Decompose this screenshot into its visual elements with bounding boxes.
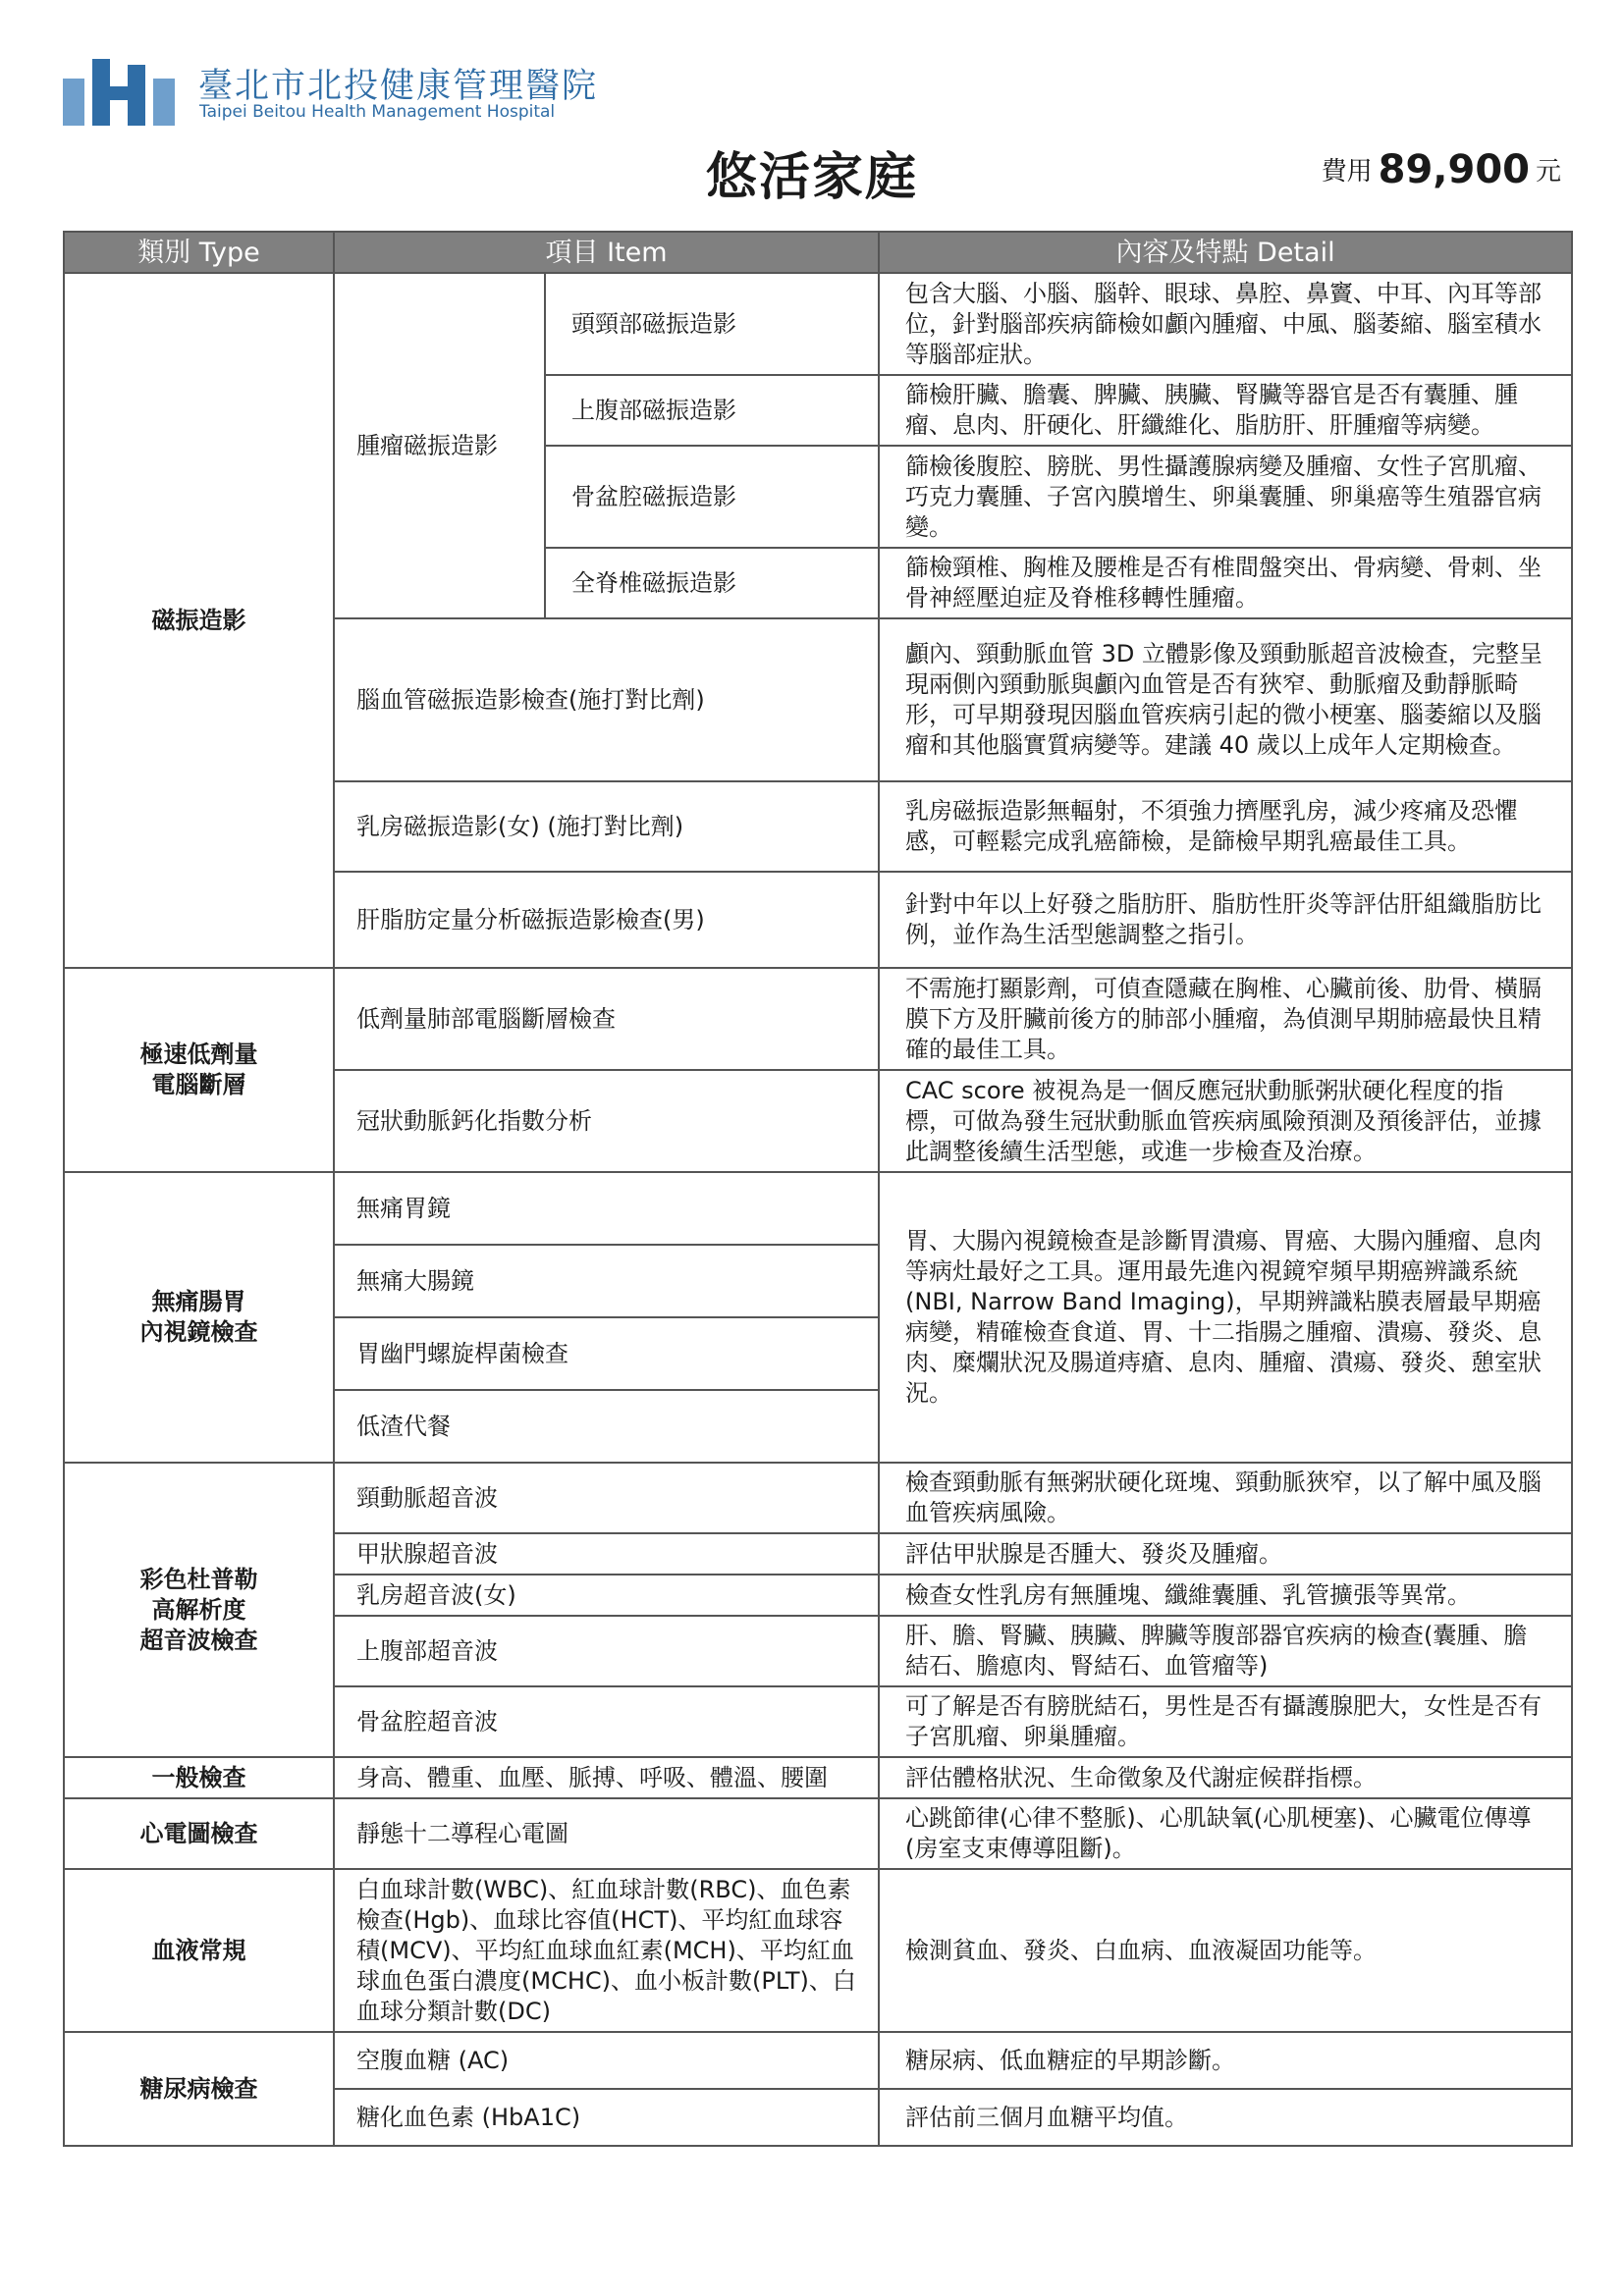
item-thyroid-us: 甲狀腺超音波 [334, 1533, 879, 1575]
table-row [64, 1798, 1572, 1869]
item-breast-us: 乳房超音波(女) [334, 1575, 879, 1616]
item-spine-mri: 全脊椎磁振造影 [545, 548, 879, 618]
detail-thyroid-us: 評估甲狀腺是否腫大、發炎及腫瘤。 [879, 1533, 1572, 1575]
item-cac: 冠狀動脈鈣化指數分析 [334, 1070, 879, 1172]
header-type: 類別 Type [64, 232, 334, 273]
header-detail: 內容及特點 Detail [879, 232, 1572, 273]
package-fee [1322, 147, 1561, 192]
item-colonoscopy: 無痛大腸鏡 [334, 1245, 879, 1317]
item-liver-fat-mri: 肝脂肪定量分析磁振造影檢查(男) [334, 872, 879, 968]
detail-cac: CAC score 被視為是一個反應冠狀動脈粥狀硬化程度的指標，可做為發生冠狀動脈血管疾病風險預測及預後評估，並據此調整後續生活型態，或進一步檢查及治療。 [879, 1070, 1572, 1172]
item-low-residue-meal: 低渣代餐 [334, 1390, 879, 1463]
detail-liver-fat-mri: 針對中年以上好發之脂肪肝、脂肪性肝炎等評估肝組織脂肪比例，並作為生活型態調整之指引。 [879, 872, 1572, 968]
detail-breast-mri: 乳房磁振造影無輻射，不須強力擠壓乳房，減少疼痛及恐懼感，可輕鬆完成乳癌篩檢，是篩檢早期乳癌最佳工具。 [879, 781, 1572, 872]
item-lung-ct: 低劑量肺部電腦斷層檢查 [334, 968, 879, 1070]
fee-amount: 89,900 [1378, 147, 1530, 192]
detail-lung-ct: 不需施打顯影劑，可偵查隱藏在胸椎、心臟前後、肋骨、橫膈膜下方及肝臟前後方的肺部小腫瘤，為偵測早期肺癌最快且精確的最佳工具。 [879, 968, 1572, 1070]
category-blood: 血液常規 [64, 1869, 334, 2032]
category-ct-line1: 極速低劑量 [139, 1041, 258, 1068]
detail-blood: 檢測貧血、發炎、白血病、血液凝固功能等。 [879, 1869, 1572, 2032]
detail-carotid-us: 檢查頸動脈有無粥狀硬化斑塊、頸動脈狹窄，以了解中風及腦血管疾病風險。 [879, 1463, 1572, 1533]
table-row [64, 1869, 1572, 2032]
category-ct [64, 968, 334, 1172]
package-title: 悠活家庭 [705, 148, 918, 207]
table-row [64, 968, 1572, 1070]
detail-upper-abd-mri: 篩檢肝臟、膽囊、脾臟、胰臟、腎臟等器官是否有囊腫、腫瘤、息肉、肝硬化、肝纖維化、脂肪肝、肝腫瘤等病變。 [879, 375, 1572, 446]
checkup-items-table [63, 231, 1573, 2147]
category-ct-line2: 電腦斷層 [151, 1071, 246, 1098]
table-row [64, 1463, 1572, 1533]
item-h-pylori: 胃幽門螺旋桿菌檢查 [334, 1317, 879, 1390]
hospital-logo-icon [63, 59, 183, 126]
table-row [64, 1172, 1572, 1245]
table-header-row [64, 232, 1572, 273]
hospital-name-en: Taipei Beitou Health Management Hospital [199, 102, 556, 122]
item-head-mri: 頭頸部磁振造影 [545, 273, 879, 375]
item-general: 身高、體重、血壓、脈搏、呼吸、體溫、腰圍 [334, 1757, 879, 1798]
detail-breast-us: 檢查女性乳房有無腫塊、纖維囊腫、乳管擴張等異常。 [879, 1575, 1572, 1616]
detail-ecg: 心跳節律(心律不整脈)、心肌缺氧(心肌梗塞)、心臟電位傳導(房室支束傳導阻斷)。 [879, 1798, 1572, 1869]
detail-pelvis-us: 可了解是否有膀胱結石，男性是否有攝護腺肥大，女性是否有子宮肌瘤、卵巢腫瘤。 [879, 1686, 1572, 1757]
item-pelvis-mri: 骨盆腔磁振造影 [545, 446, 879, 548]
item-hba1c: 糖化血色素 (HbA1C) [334, 2089, 879, 2146]
category-ecg: 心電圖檢查 [64, 1798, 334, 1869]
category-endoscopy-line2: 內視鏡檢查 [139, 1318, 258, 1346]
fee-unit: 元 [1535, 157, 1561, 187]
item-brain-vessel-mri: 腦血管磁振造影檢查(施打對比劑) [334, 618, 879, 781]
detail-head-mri: 包含大腦、小腦、腦幹、眼球、鼻腔、鼻竇、中耳、內耳等部位，針對腦部疾病篩檢如顱內腫瘤、中風、腦萎縮、腦室積水等腦部症狀。 [879, 273, 1572, 375]
detail-fasting-glucose: 糖尿病、低血糖症的早期診斷。 [879, 2032, 1572, 2089]
item-upper-abd-mri: 上腹部磁振造影 [545, 375, 879, 446]
item-carotid-us: 頸動脈超音波 [334, 1463, 879, 1533]
hospital-name-cn: 臺北市北投健康管理醫院 [198, 67, 599, 106]
category-endoscopy-line1: 無痛腸胃 [151, 1288, 246, 1315]
item-pelvis-us: 骨盆腔超音波 [334, 1686, 879, 1757]
table-row [64, 2032, 1572, 2089]
detail-brain-vessel-mri: 顱內、頸動脈血管 3D 立體影像及頸動脈超音波檢查，完整呈現兩側內頸動脈與顱內血管是否有狹窄、動脈瘤及動靜脈畸形，可早期發現因腦血管疾病引起的微小梗塞、腦萎縮以及腦瘤和其他腦實質病變等。建議 40 歲以上成年人定期檢查。 [879, 618, 1572, 781]
detail-upper-abd-us: 肝、膽、腎臟、胰臟、脾臟等腹部器官疾病的檢查(囊腫、膽結石、膽瘜肉、腎結石、血管瘤等) [879, 1616, 1572, 1686]
category-ultrasound-line3: 超音波檢查 [139, 1626, 258, 1654]
detail-general: 評估體格狀況、生命徵象及代謝症候群指標。 [879, 1757, 1572, 1798]
category-ultrasound-line1: 彩色杜普勒 [139, 1565, 258, 1593]
item-upper-abd-us: 上腹部超音波 [334, 1616, 879, 1686]
item-gastroscopy: 無痛胃鏡 [334, 1172, 879, 1245]
category-diabetes: 糖尿病檢查 [64, 2032, 334, 2146]
header-item: 項目 Item [334, 232, 879, 273]
table-row [64, 1757, 1572, 1798]
category-ultrasound-line2: 高解析度 [151, 1595, 246, 1624]
category-general: 一般檢查 [64, 1757, 334, 1798]
item-ecg: 靜態十二導程心電圖 [334, 1798, 879, 1869]
category-mri: 磁振造影 [64, 273, 334, 968]
item-blood: 白血球計數(WBC)、紅血球計數(RBC)、血色素檢查(Hgb)、血球比容值(HCT)、平均紅血球容積(MCV)、平均紅血球血紅素(MCH)、平均紅血球血色蛋白濃度(MCHC)、血小板計數(PLT)、白血球分類計數(DC) [334, 1869, 879, 2032]
detail-endoscopy: 胃、大腸內視鏡檢查是診斷胃潰瘍、胃癌、大腸內腫瘤、息肉等病灶最好之工具。運用最先進內視鏡窄頻早期癌辨識系統(NBI, Narrow Band Imaging)，早期辨識粘膜表層最早期癌病變，精確檢查食道、胃、十二指腸之腫瘤、潰瘍、發炎、息肉、糜爛狀況及腸道痔瘡、息肉、腫瘤、潰瘍、發炎、憩室狀況。 [879, 1172, 1572, 1463]
category-endoscopy [64, 1172, 334, 1463]
table-row [64, 273, 1572, 375]
fee-label: 費用 [1321, 157, 1373, 187]
category-ultrasound [64, 1463, 334, 1757]
item-fasting-glucose: 空腹血糖 (AC) [334, 2032, 879, 2089]
hospital-logo [63, 55, 599, 133]
detail-hba1c: 評估前三個月血糖平均值。 [879, 2089, 1572, 2146]
detail-spine-mri: 篩檢頸椎、胸椎及腰椎是否有椎間盤突出、骨病變、骨刺、坐骨神經壓迫症及脊椎移轉性腫瘤。 [879, 548, 1572, 618]
detail-pelvis-mri: 篩檢後腹腔、膀胱、男性攝護腺病變及腫瘤、女性子宮肌瘤、巧克力囊腫、子宮內膜增生、卵巢囊腫、卵巢癌等生殖器官病變。 [879, 446, 1572, 548]
item-breast-mri: 乳房磁振造影(女) (施打對比劑) [334, 781, 879, 872]
item-tumor-mri: 腫瘤磁振造影 [334, 273, 545, 618]
